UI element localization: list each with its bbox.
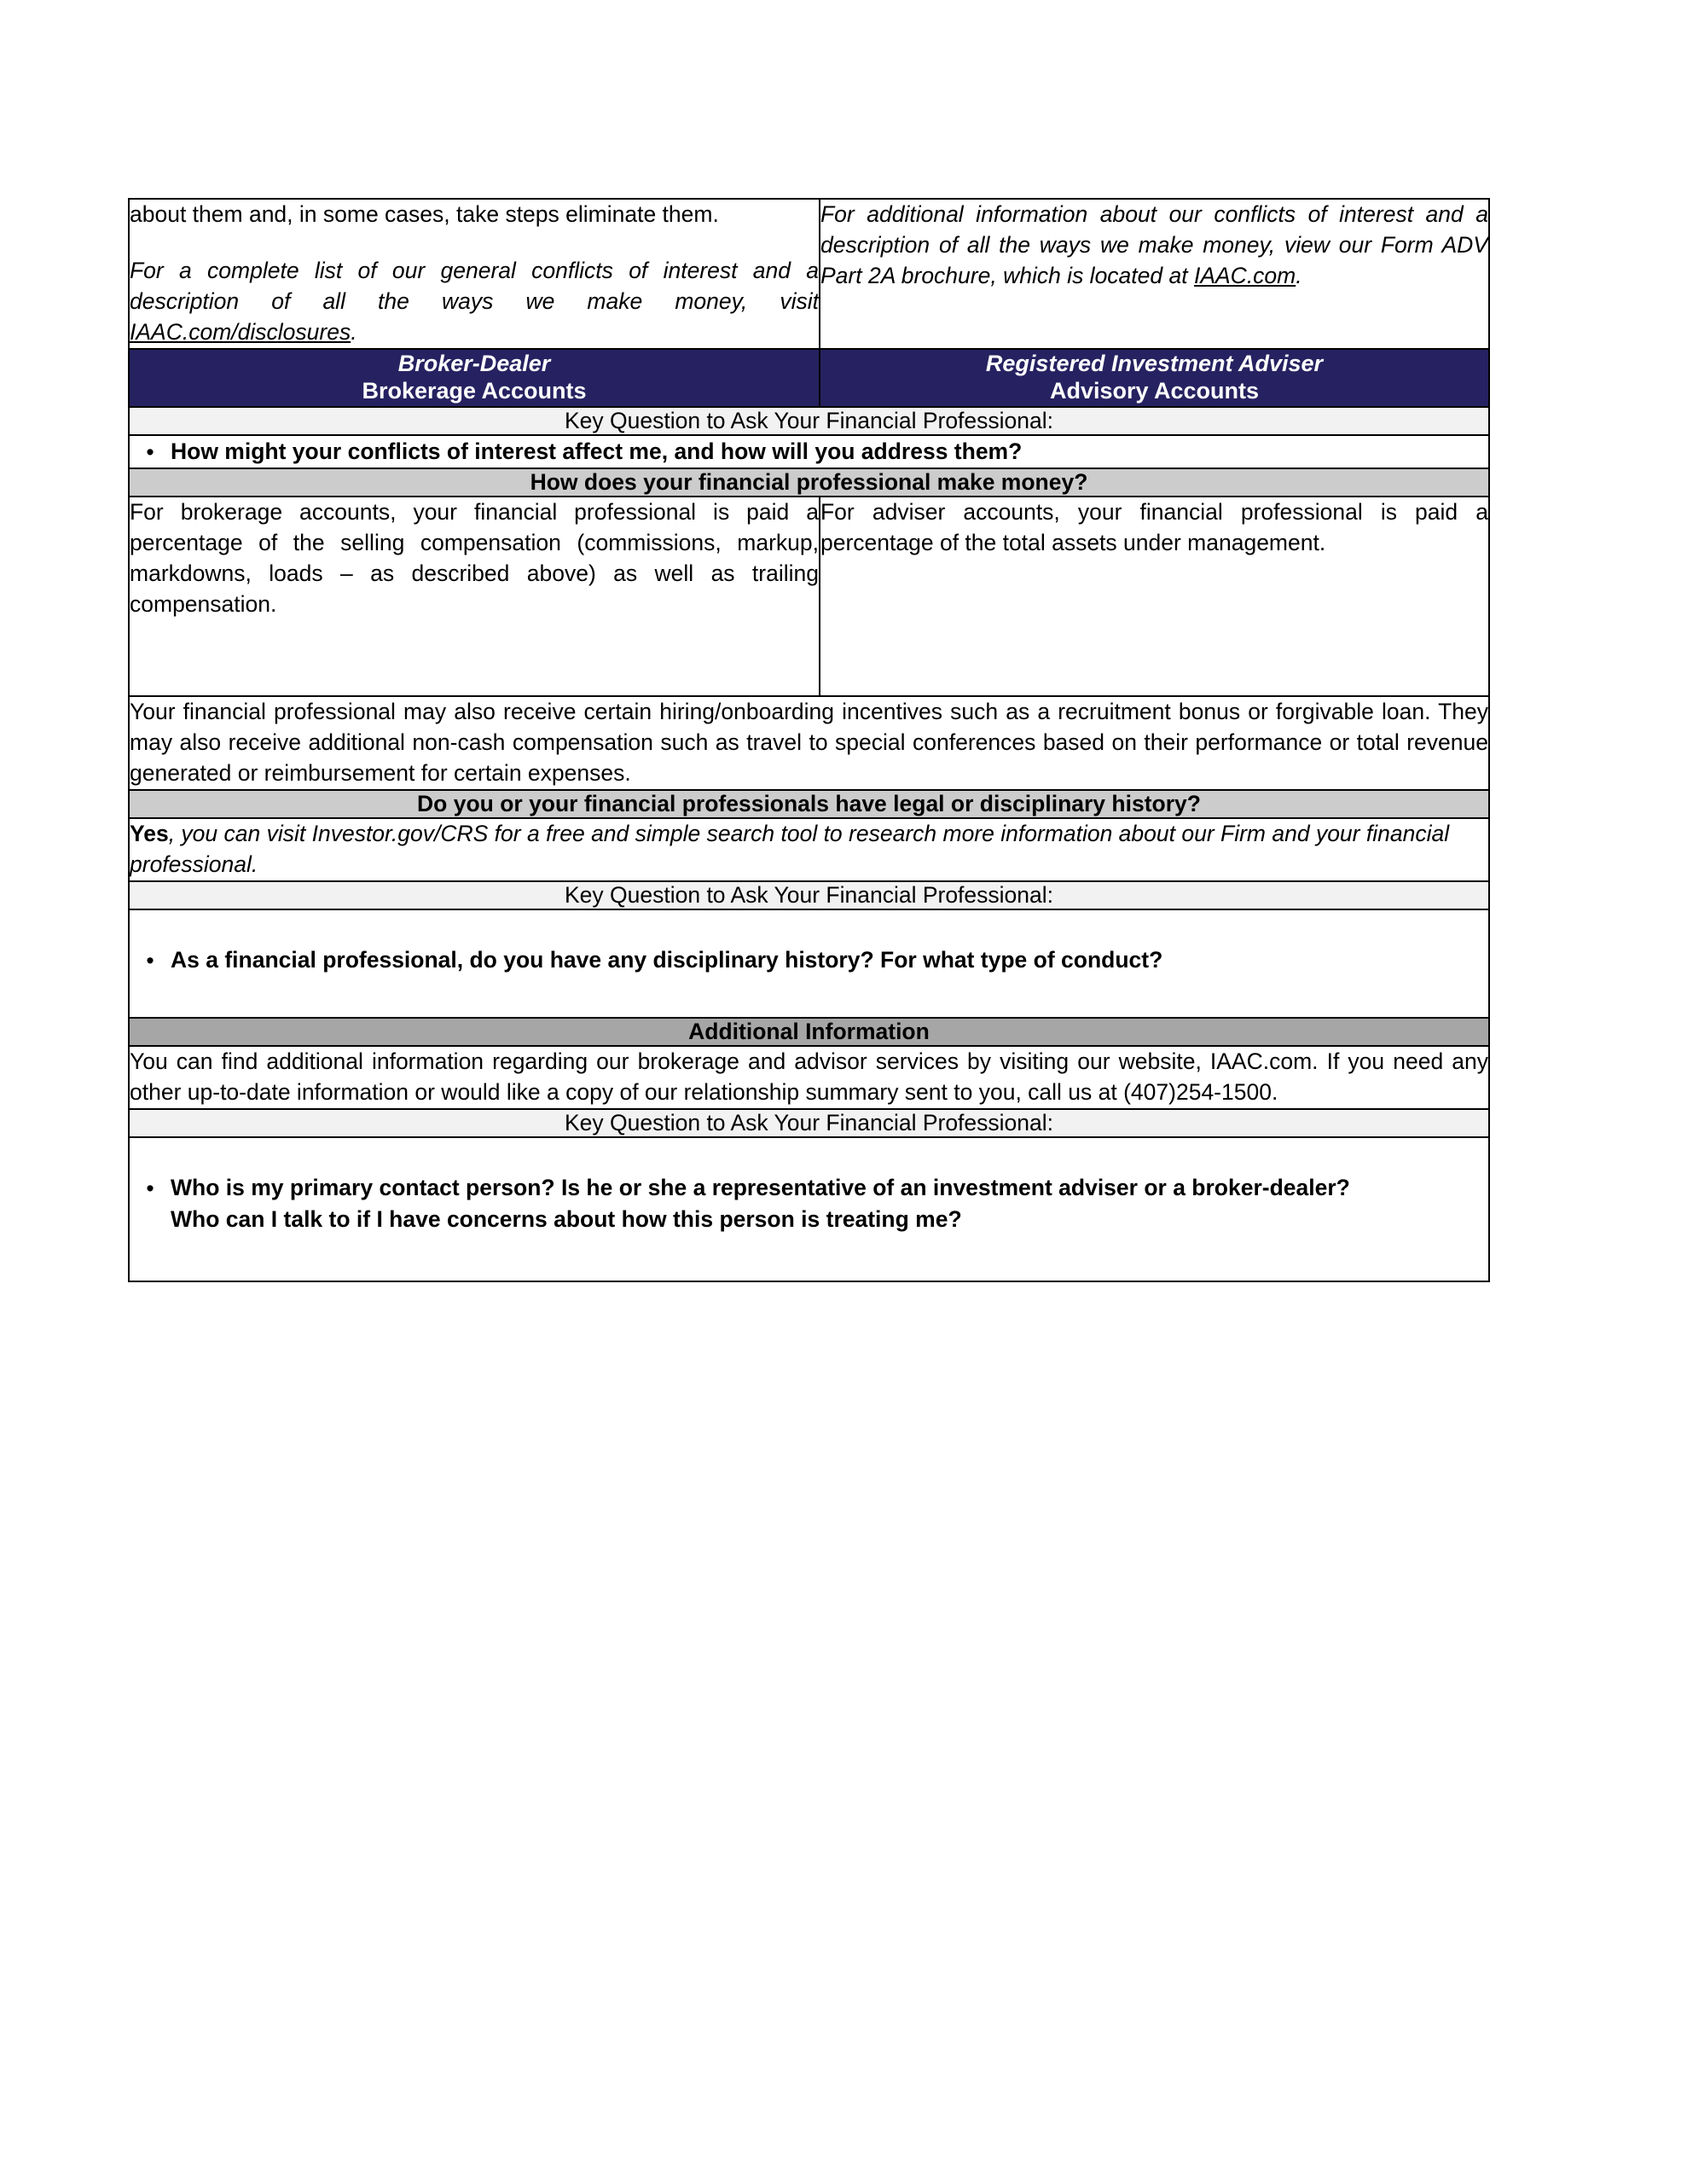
table-row-key-question-band-conflicts <box>129 407 1489 435</box>
cell-conflicts-left <box>129 199 820 349</box>
form-crs-table <box>128 198 1490 1282</box>
list-item <box>130 436 1488 468</box>
table-row-conflicts-continued <box>129 199 1489 349</box>
conflicts-left-p2-text: For a complete list of our general conflicts of interest and a description of all the ways we make money, visit <box>130 257 819 314</box>
key-question-contact-text: Who is my primary contact person? Is he or she a representative of an investment adviser or a broker-dealer? Who can I talk to if I have concerns about how this person is treating me? <box>171 1175 1350 1232</box>
cell-key-question-disciplinary <box>129 909 1489 1019</box>
bullet-icon: • <box>146 439 154 465</box>
banner-broker-dealer-title: Broker-Dealer <box>397 350 551 376</box>
list-item <box>130 1172 1386 1234</box>
conflicts-right-p1-text: For additional information about our conflicts of interest and a description of all the ways we make money, view our Form ADV Part 2A brochure, which is located at <box>820 201 1488 288</box>
cell-make-money-brokerage <box>129 497 820 696</box>
banner-broker-dealer <box>129 349 820 407</box>
additional-information-text: You can find additional information regarding our brokerage and advisor services by visiting our website, IAAC.com. If you need any other up-to-date information or would like a copy of our relationship summary sent to you, call us at (407)254-1500. <box>130 1048 1488 1106</box>
conflicts-right-paragraph-1 <box>820 200 1488 292</box>
table-row-section-make-money <box>129 468 1489 497</box>
key-question-conflicts-text: How might your conflicts of interest affect me, and how will you address them? <box>171 438 1023 464</box>
conflicts-right-p1-period: . <box>1296 262 1302 288</box>
key-question-label-conflicts: Key Question to Ask Your Financial Professional: <box>129 407 1489 435</box>
table-row-account-type-banner <box>129 349 1489 407</box>
disciplinary-answer-yes: Yes <box>130 821 169 847</box>
table-row-key-question-bullet-contact <box>129 1137 1489 1281</box>
cell-make-money-advisory <box>820 497 1489 696</box>
bullet-icon: • <box>146 947 154 973</box>
cell-key-question-contact <box>129 1137 1489 1281</box>
table-row-make-money-columns <box>129 497 1489 696</box>
make-money-advisory-text: For adviser accounts, your financial professional is paid a percentage of the total assets under management. <box>820 499 1488 556</box>
disciplinary-answer-text <box>130 819 1488 880</box>
conflicts-left-paragraph-2 <box>130 256 819 348</box>
cell-additional-information <box>129 1046 1489 1109</box>
disclosures-link[interactable]: IAAC.com/disclosures <box>130 318 351 345</box>
section-heading-disciplinary: Do you or your financial professionals have legal or disciplinary history? <box>129 790 1489 818</box>
iaac-link[interactable]: IAAC.com <box>1193 262 1296 288</box>
list-item <box>130 944 1488 977</box>
table-row-section-disciplinary <box>129 790 1489 818</box>
table-row-disciplinary-answer <box>129 818 1489 881</box>
section-heading-additional-information: Additional Information <box>129 1018 1489 1046</box>
key-question-disciplinary-text: As a financial professional, do you have any disciplinary history? For what type of conduct? <box>171 946 1163 973</box>
table-row-make-money-full-width <box>129 696 1489 790</box>
table-row-key-question-band-contact <box>129 1109 1489 1137</box>
conflicts-left-p2-period: . <box>351 318 357 345</box>
key-question-label-contact: Key Question to Ask Your Financial Professional: <box>129 1109 1489 1137</box>
table-row-key-question-bullet-conflicts <box>129 435 1489 469</box>
banner-advisory-accounts-subtitle: Advisory Accounts <box>1049 378 1260 404</box>
banner-ria-title: Registered Investment Adviser <box>985 350 1324 376</box>
conflicts-left-paragraph-1: about them and, in some cases, take steps eliminate them. <box>130 201 719 227</box>
cell-disciplinary-answer <box>129 818 1489 881</box>
table-row-key-question-band-disciplinary <box>129 881 1489 909</box>
cell-key-question-conflicts <box>129 435 1489 469</box>
cell-conflicts-right <box>820 199 1489 349</box>
bullet-icon: • <box>146 1176 154 1202</box>
table-row-section-additional-information <box>129 1018 1489 1046</box>
table-row-key-question-bullet-disciplinary <box>129 909 1489 1019</box>
banner-registered-investment-adviser <box>820 349 1489 407</box>
section-heading-make-money: How does your financial professional make money? <box>129 468 1489 497</box>
table-row-additional-information-body <box>129 1046 1489 1109</box>
cell-make-money-additional-comp <box>129 696 1489 790</box>
make-money-brokerage-text: For brokerage accounts, your financial professional is paid a percentage of the selling compensation (commissions, markup, markdowns, loads – as described above) as well as trailing compensation. <box>130 499 819 618</box>
disciplinary-answer-remainder: , you can visit Investor.gov/CRS for a free and simple search tool to research more information about our Firm and your financial professional. <box>130 821 1450 877</box>
make-money-additional-comp-text: Your financial professional may also receive certain hiring/onboarding incentives such as a recruitment bonus or forgivable loan. They may also receive additional non-cash compensation such as travel to special conferences based on their performance or total revenue generated or reimbursement for certain expenses. <box>130 699 1488 787</box>
banner-brokerage-accounts-subtitle: Brokerage Accounts <box>362 378 587 404</box>
key-question-label-disciplinary: Key Question to Ask Your Financial Professional: <box>129 881 1489 909</box>
